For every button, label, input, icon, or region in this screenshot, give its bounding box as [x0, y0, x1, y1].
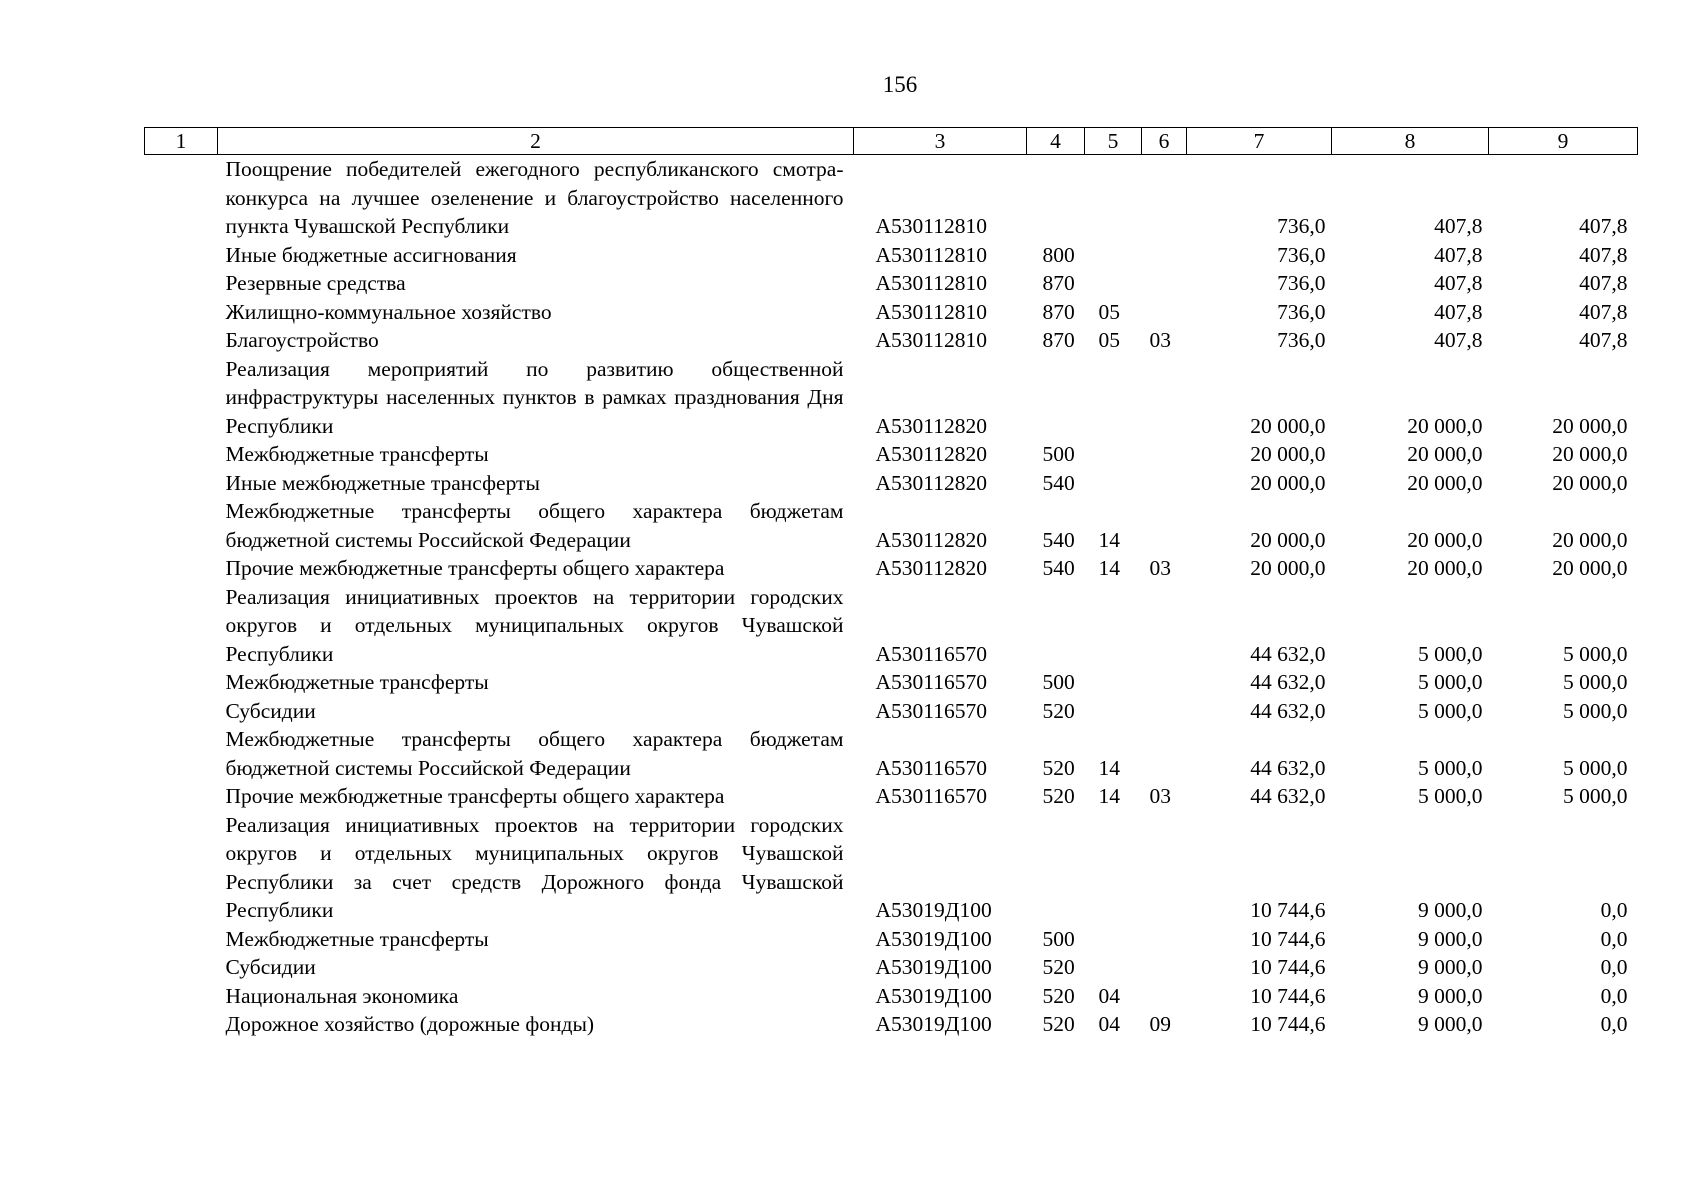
amount-col-9: 0,0	[1600, 926, 1628, 951]
target-code: А530116570	[875, 784, 987, 808]
table-row	[145, 469, 1638, 498]
table-row	[145, 811, 1638, 925]
header-cell-2: 2	[218, 128, 854, 155]
subsection-code	[1142, 497, 1187, 554]
amount-col-7: 10 744,6	[1250, 1012, 1326, 1036]
item-name: Резервные средства	[225, 271, 406, 295]
amount-col-9: 0,0	[1600, 955, 1628, 979]
empty-cell	[145, 982, 218, 1011]
empty-cell	[145, 298, 218, 327]
header-cell-4: 4	[1027, 128, 1085, 155]
empty-cell	[145, 811, 218, 925]
subsection-code	[1142, 953, 1187, 982]
amount-col-8: 20 000,0	[1407, 470, 1483, 495]
subsection-code	[1142, 440, 1187, 469]
empty-cell	[145, 326, 218, 355]
target-code: А53019Д100	[875, 1012, 992, 1036]
section-code	[1085, 469, 1142, 498]
amount-col-7: 736,0	[1277, 242, 1326, 267]
expense-group	[1027, 155, 1085, 241]
table-row	[145, 583, 1638, 669]
section-code: 14	[1098, 527, 1120, 552]
subsection-code	[1142, 668, 1187, 697]
amount-col-8: 407,8	[1434, 214, 1483, 238]
amount-col-7: 10 744,6	[1250, 898, 1326, 922]
item-name: Иные межбюджетные трансферты	[225, 470, 540, 495]
item-name: Межбюджетные трансферты	[225, 670, 489, 694]
subsection-code	[1142, 811, 1187, 925]
amount-col-8: 20 000,0	[1407, 413, 1483, 438]
budget-table	[144, 127, 1638, 1039]
amount-col-8: 5 000,0	[1418, 698, 1483, 723]
table-body	[145, 155, 1638, 1039]
subsection-code	[1142, 697, 1187, 726]
item-name: Субсидии	[225, 955, 316, 979]
item-name: Реализация мероприятий по развитию общественной инфраструктуры населенных пунктов в рамках празднования Дня Республики	[225, 356, 844, 438]
amount-col-9: 20 000,0	[1552, 527, 1628, 552]
item-name: Реализация инициативных проектов на территории городских округов и отдельных муниципальных округов Чувашской Республики	[225, 584, 844, 666]
amount-col-7: 20 000,0	[1250, 413, 1326, 438]
amount-col-8: 407,8	[1434, 328, 1483, 352]
amount-col-9: 20 000,0	[1552, 556, 1628, 580]
amount-col-8: 5 000,0	[1418, 641, 1483, 666]
item-name: Иные бюджетные ассигнования	[225, 242, 517, 267]
amount-col-8: 407,8	[1434, 299, 1483, 324]
target-code: А53019Д100	[875, 926, 992, 951]
item-name: Дорожное хозяйство (дорожные фонды)	[225, 1012, 595, 1036]
target-code: А530112820	[875, 556, 987, 580]
amount-col-9: 0,0	[1600, 1012, 1628, 1036]
amount-col-8: 20 000,0	[1407, 527, 1483, 552]
empty-cell	[145, 725, 218, 782]
header-row	[145, 128, 1638, 155]
expense-group	[1027, 583, 1085, 669]
item-name: Поощрение победителей ежегодного республиканского смотра-конкурса на лучшее озеленение и благоустройство населенного пункта Чувашской Республики	[225, 157, 844, 238]
amount-col-9: 20 000,0	[1552, 413, 1628, 438]
item-name: Национальная экономика	[225, 983, 459, 1008]
target-code: А530116570	[875, 755, 987, 780]
amount-col-7: 44 632,0	[1250, 784, 1326, 808]
table-row	[145, 440, 1638, 469]
item-name: Прочие межбюджетные трансферты общего характера	[225, 556, 725, 580]
subsection-code	[1142, 155, 1187, 241]
subsection-code	[1142, 469, 1187, 498]
section-code: 14	[1098, 556, 1120, 580]
table-row	[145, 953, 1638, 982]
amount-col-8: 5 000,0	[1418, 670, 1483, 694]
item-name: Межбюджетные трансферты общего характера бюджетам бюджетной системы Российской Федерации	[225, 499, 844, 552]
amount-col-8: 407,8	[1434, 242, 1483, 267]
table-row	[145, 782, 1638, 811]
target-code: А530112810	[875, 299, 987, 324]
table-row	[145, 298, 1638, 327]
subsection-code	[1142, 269, 1187, 298]
expense-group: 520	[1042, 1012, 1075, 1036]
amount-col-8: 9 000,0	[1418, 983, 1483, 1008]
expense-group: 870	[1042, 271, 1075, 295]
empty-cell	[145, 925, 218, 954]
expense-group: 870	[1042, 299, 1075, 324]
empty-cell	[145, 1010, 218, 1039]
item-name: Реализация инициативных проектов на территории городских округов и отдельных муниципальных округов Чувашской Республики за счет средств Дорожного фонда Чувашской Республики	[225, 812, 844, 922]
empty-cell	[145, 697, 218, 726]
amount-col-9: 407,8	[1579, 214, 1628, 238]
section-code	[1085, 440, 1142, 469]
item-name: Жилищно-коммунальное хозяйство	[225, 299, 552, 324]
amount-col-8: 5 000,0	[1418, 755, 1483, 780]
section-code	[1085, 269, 1142, 298]
subsection-code	[1142, 241, 1187, 270]
empty-cell	[145, 497, 218, 554]
header-cell-1: 1	[145, 128, 218, 155]
item-name: Благоустройство	[225, 328, 379, 352]
expense-group: 540	[1042, 556, 1075, 580]
section-code	[1085, 155, 1142, 241]
expense-group: 540	[1042, 470, 1075, 495]
empty-cell	[145, 668, 218, 697]
amount-col-7: 10 744,6	[1250, 955, 1326, 979]
amount-col-7: 20 000,0	[1250, 442, 1326, 466]
amount-col-7: 20 000,0	[1250, 527, 1326, 552]
section-code: 05	[1098, 299, 1120, 324]
amount-col-8: 9 000,0	[1418, 926, 1483, 951]
header-cell-7: 7	[1187, 128, 1332, 155]
table-row	[145, 241, 1638, 270]
amount-col-9: 5 000,0	[1563, 755, 1628, 780]
table-row	[145, 925, 1638, 954]
amount-col-8: 20 000,0	[1407, 556, 1483, 580]
amount-col-7: 10 744,6	[1250, 983, 1326, 1008]
amount-col-7: 736,0	[1277, 299, 1326, 324]
amount-col-7: 44 632,0	[1250, 670, 1326, 694]
amount-col-9: 5 000,0	[1563, 670, 1628, 694]
header-cell-3: 3	[854, 128, 1027, 155]
table-row	[145, 554, 1638, 583]
target-code: А530116570	[875, 670, 987, 694]
subsection-code	[1142, 355, 1187, 441]
target-code: А530116570	[875, 698, 987, 723]
header-cell-8: 8	[1332, 128, 1489, 155]
target-code: А530112810	[875, 271, 987, 295]
target-code: А530112810	[875, 328, 987, 352]
section-code	[1085, 953, 1142, 982]
table-row	[145, 697, 1638, 726]
amount-col-8: 5 000,0	[1418, 784, 1483, 808]
target-code: А530112810	[875, 242, 987, 267]
expense-group: 500	[1042, 442, 1075, 466]
empty-cell	[145, 355, 218, 441]
subsection-code: 03	[1149, 784, 1171, 808]
target-code: А530112820	[875, 527, 987, 552]
header-cell-5: 5	[1085, 128, 1142, 155]
empty-cell	[145, 782, 218, 811]
page-number: 156	[882, 72, 918, 97]
amount-col-7: 736,0	[1277, 328, 1326, 352]
empty-cell	[145, 269, 218, 298]
amount-col-9: 407,8	[1579, 299, 1628, 324]
amount-col-8: 407,8	[1434, 271, 1483, 295]
expense-group: 520	[1042, 784, 1075, 808]
section-code	[1085, 668, 1142, 697]
amount-col-8: 9 000,0	[1418, 1012, 1483, 1036]
table-row	[145, 1010, 1638, 1039]
amount-col-8: 20 000,0	[1407, 442, 1483, 466]
amount-col-7: 44 632,0	[1250, 755, 1326, 780]
item-name: Межбюджетные трансферты	[225, 926, 489, 951]
section-code	[1085, 925, 1142, 954]
table-row	[145, 269, 1638, 298]
table-row	[145, 155, 1638, 241]
section-code: 04	[1098, 1012, 1120, 1036]
table-row	[145, 326, 1638, 355]
amount-col-7: 20 000,0	[1250, 470, 1326, 495]
amount-col-8: 9 000,0	[1418, 898, 1483, 922]
item-name: Прочие межбюджетные трансферты общего характера	[225, 784, 725, 808]
amount-col-9: 20 000,0	[1552, 442, 1628, 466]
section-code: 14	[1098, 755, 1120, 780]
expense-group: 500	[1042, 926, 1075, 951]
target-code: А530112820	[875, 470, 987, 495]
amount-col-9: 5 000,0	[1563, 641, 1628, 666]
subsection-code: 03	[1149, 556, 1171, 580]
section-code	[1085, 811, 1142, 925]
subsection-code: 03	[1149, 328, 1171, 352]
expense-group	[1027, 811, 1085, 925]
expense-group: 500	[1042, 670, 1075, 694]
amount-col-9: 5 000,0	[1563, 698, 1628, 723]
section-code	[1085, 583, 1142, 669]
table-row	[145, 497, 1638, 554]
empty-cell	[145, 469, 218, 498]
amount-col-9: 0,0	[1600, 898, 1628, 922]
section-code	[1085, 241, 1142, 270]
expense-group: 520	[1042, 755, 1075, 780]
empty-cell	[145, 440, 218, 469]
target-code: А530112820	[875, 442, 987, 466]
empty-cell	[145, 554, 218, 583]
subsection-code	[1142, 982, 1187, 1011]
subsection-code: 09	[1149, 1012, 1171, 1036]
amount-col-9: 407,8	[1579, 242, 1628, 267]
amount-col-9: 5 000,0	[1563, 784, 1628, 808]
amount-col-7: 20 000,0	[1250, 556, 1326, 580]
empty-cell	[145, 953, 218, 982]
target-code: А530112820	[875, 413, 987, 438]
target-code: А530112810	[875, 214, 987, 238]
section-code	[1085, 697, 1142, 726]
amount-col-7: 736,0	[1277, 271, 1326, 295]
table-row	[145, 725, 1638, 782]
empty-cell	[145, 155, 218, 241]
amount-col-8: 9 000,0	[1418, 955, 1483, 979]
expense-group	[1027, 355, 1085, 441]
header-cell-6: 6	[1142, 128, 1187, 155]
table-row	[145, 355, 1638, 441]
item-name: Межбюджетные трансферты	[225, 442, 489, 466]
section-code: 04	[1098, 983, 1120, 1008]
subsection-code	[1142, 298, 1187, 327]
amount-col-7: 736,0	[1277, 214, 1326, 238]
subsection-code	[1142, 725, 1187, 782]
table-row	[145, 668, 1638, 697]
amount-col-7: 44 632,0	[1250, 641, 1326, 666]
table-row	[145, 982, 1638, 1011]
expense-group: 520	[1042, 983, 1075, 1008]
expense-group: 800	[1042, 242, 1075, 267]
header-cell-9: 9	[1489, 128, 1638, 155]
amount-col-7: 44 632,0	[1250, 698, 1326, 723]
amount-col-9: 0,0	[1600, 983, 1628, 1008]
section-code	[1085, 355, 1142, 441]
expense-group: 870	[1042, 328, 1075, 352]
item-name: Межбюджетные трансферты общего характера бюджетам бюджетной системы Российской Федерации	[225, 727, 844, 780]
amount-col-9: 407,8	[1579, 271, 1628, 295]
amount-col-9: 407,8	[1579, 328, 1628, 352]
empty-cell	[145, 241, 218, 270]
subsection-code	[1142, 925, 1187, 954]
item-name: Субсидии	[225, 698, 316, 723]
amount-col-9: 20 000,0	[1552, 470, 1628, 495]
target-code: А53019Д100	[875, 898, 992, 922]
empty-cell	[145, 583, 218, 669]
target-code: А53019Д100	[875, 983, 992, 1008]
section-code: 14	[1098, 784, 1120, 808]
expense-group: 520	[1042, 955, 1075, 979]
amount-col-7: 10 744,6	[1250, 926, 1326, 951]
target-code: А53019Д100	[875, 955, 992, 979]
expense-group: 520	[1042, 698, 1075, 723]
expense-group: 540	[1042, 527, 1075, 552]
subsection-code	[1142, 583, 1187, 669]
section-code: 05	[1098, 328, 1120, 352]
target-code: А530116570	[875, 641, 987, 666]
